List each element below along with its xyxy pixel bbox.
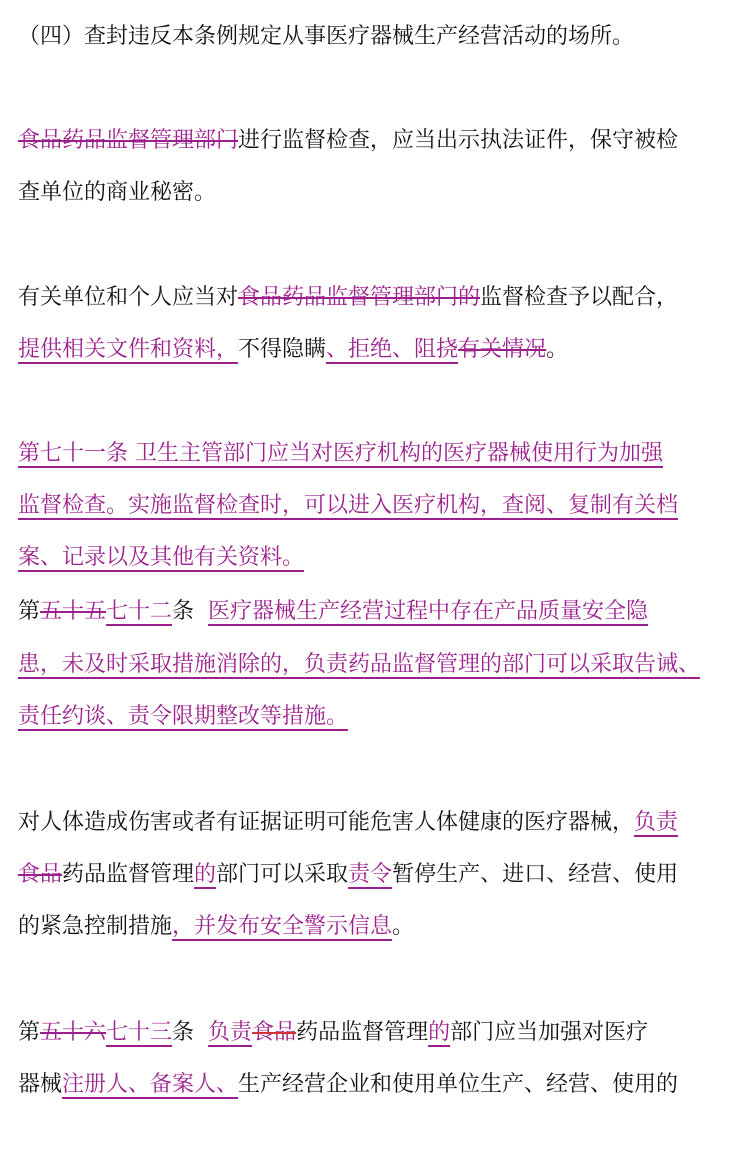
body-text: 生产经营企业和使用单位生产、经营、使用的 — [238, 1072, 679, 1097]
body-text: 对人体造成伤害或者有证据证明可能危害人体健康的医疗器械， — [18, 810, 635, 835]
body-text: 部门应当加强对医疗 — [450, 1020, 649, 1045]
body-text: 。 — [392, 914, 415, 939]
body-text: 药品监督管理 — [296, 1020, 429, 1045]
body-text: 第 — [18, 599, 41, 624]
para2-line2 — [18, 178, 730, 208]
body-text: 不得隐瞒 — [238, 337, 327, 362]
deleted-text: 食品药品监督管理部门的 — [238, 285, 481, 310]
para4-line1 — [18, 439, 730, 469]
para7-line1 — [18, 1018, 730, 1048]
deleted-text: 五十六 — [40, 1020, 107, 1045]
para4-line2 — [18, 491, 730, 521]
inserted-text: 注册人、备案人、 — [62, 1072, 239, 1097]
para1-text: （四）查封违反本条例规定从事医疗器械生产经营活动的场所。 — [18, 24, 635, 49]
body-text: 条 — [172, 1020, 209, 1045]
inserted-text: 的 — [428, 1020, 451, 1045]
inserted-text: 监督检查。实施监督检查时，可以进入医疗机构，查阅、复制有关档 — [18, 493, 679, 518]
inserted-text: 七十三 — [106, 1020, 173, 1045]
inserted-text: 负责 — [634, 810, 679, 835]
deleted-text: 食品 — [252, 1020, 297, 1045]
inserted-text: 七十二 — [106, 599, 173, 624]
body-text: 条 — [172, 599, 209, 624]
para2-line1 — [18, 126, 730, 156]
para6-line3 — [18, 912, 730, 942]
deleted-text: 食品药品监督管理部门 — [18, 128, 239, 153]
inserted-text: 第七十一条 卫生主管部门应当对医疗机构的医疗器械使用行为加强 — [18, 441, 663, 466]
inserted-text: 医疗器械生产经营过程中存在产品质量安全隐 — [208, 599, 649, 624]
body-text: 。 — [546, 337, 569, 362]
inserted-text: 责任约谈、责令限期整改等措施。 — [18, 704, 349, 729]
body-text: 第 — [18, 1020, 41, 1045]
body-text: 有关单位和个人应当对 — [18, 285, 239, 310]
body-text: 进行监督检查，应当出示执法证件，保守被检 — [238, 128, 679, 153]
deleted-text: 有关情况 — [458, 337, 547, 362]
para5-line1 — [18, 597, 730, 627]
inserted-text: 案、记录以及其他有关资料。 — [18, 545, 305, 570]
para1-line1 — [18, 22, 730, 52]
deleted-text: 五十五 — [40, 599, 107, 624]
body-text: 器械 — [18, 1072, 63, 1097]
inserted-text: 、拒绝、阻挠 — [326, 337, 459, 362]
inserted-text: 提供相关文件和资料， — [18, 337, 239, 362]
para3-line2 — [18, 335, 730, 365]
inserted-text: ，并发布安全警示信息 — [172, 914, 393, 939]
para5-line3 — [18, 702, 730, 732]
body-text: 暂停生产、进口、经营、使用 — [392, 862, 679, 887]
body-text: 查单位的商业秘密。 — [18, 180, 217, 205]
body-text: 药品监督管理 — [62, 862, 195, 887]
para6-line2 — [18, 860, 730, 890]
inserted-text: 的 — [194, 862, 217, 887]
para3-line1 — [18, 283, 730, 313]
body-text: 的紧急控制措施 — [18, 914, 173, 939]
para4-line3 — [18, 543, 730, 573]
inserted-text: 负责 — [208, 1020, 253, 1045]
inserted-text: 患，未及时采取措施消除的，负责药品监督管理的部门可以采取告诫、 — [18, 652, 701, 677]
para6-line1 — [18, 808, 730, 838]
body-text: 监督检查予以配合， — [480, 285, 679, 310]
body-text: 部门可以采取 — [216, 862, 349, 887]
para7-line2 — [18, 1070, 730, 1100]
inserted-text: 责令 — [348, 862, 393, 887]
deleted-text: 食品 — [18, 862, 63, 887]
para5-line2 — [18, 650, 730, 680]
